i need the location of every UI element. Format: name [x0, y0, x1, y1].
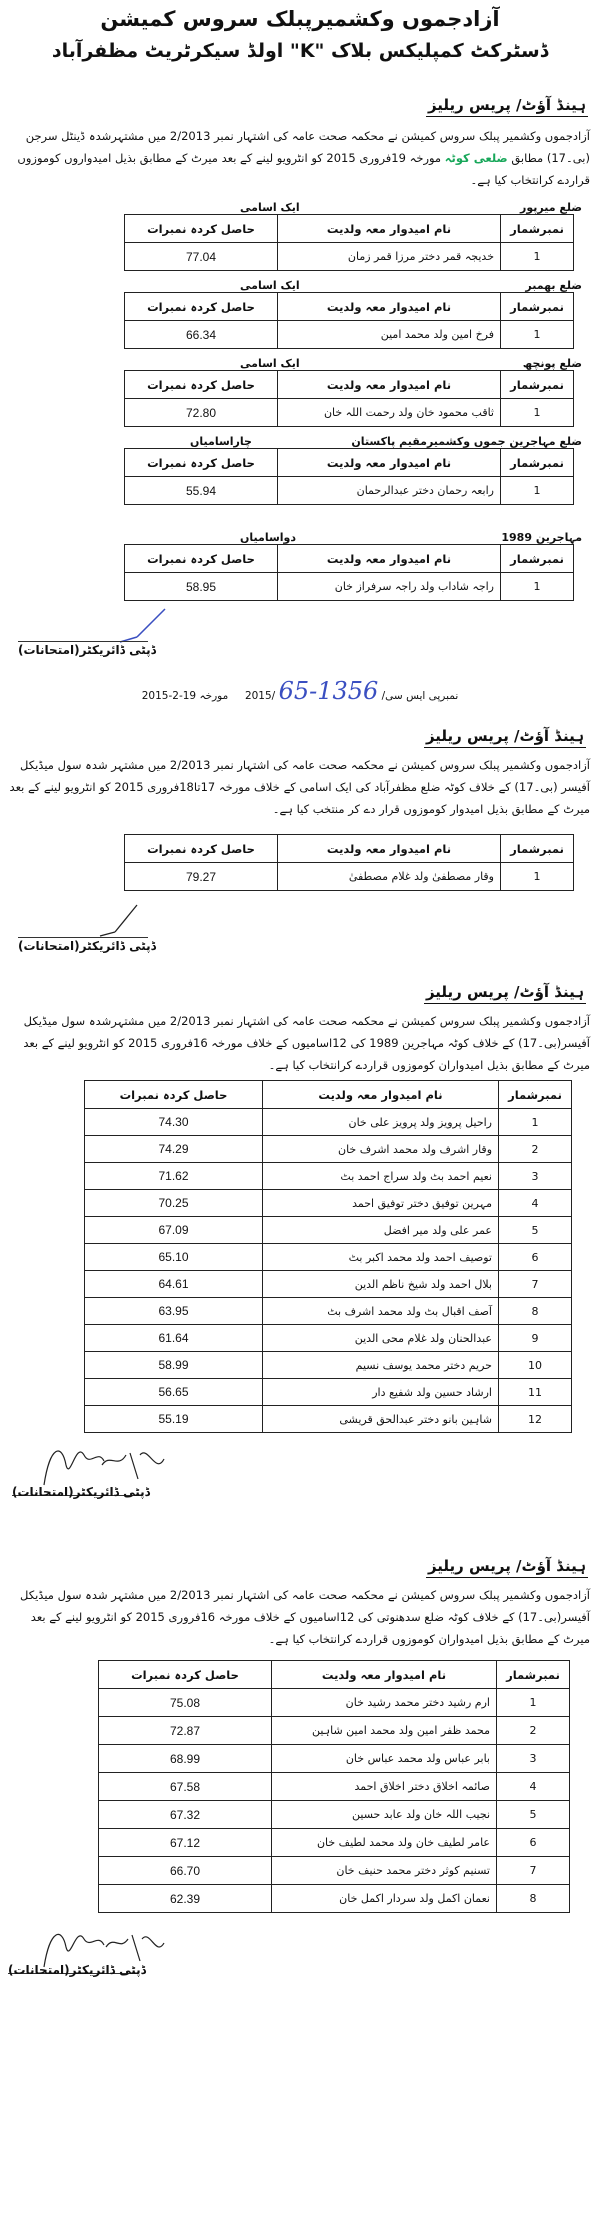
cell-marks: 58.99 — [85, 1352, 263, 1379]
table-header-row: نمبرشمار نام امیدوار معہ ولدیت حاصل کردہ نمبرات — [125, 835, 574, 863]
cell-marks: 67.32 — [99, 1801, 272, 1829]
district-heading: ضلع پونچھ ایک اسامی — [240, 357, 582, 370]
cell-name: نجیب اللہ خان ولد عابد حسین — [272, 1801, 497, 1829]
table-row: 1 فرخ امین ولد محمد امین 66.34 — [125, 321, 574, 349]
table-row — [85, 1190, 572, 1217]
cell-marks: 66.70 — [99, 1857, 272, 1885]
cell-marks: 65.10 — [85, 1244, 263, 1271]
cell-name: بابر عباس ولد محمد عباس خان — [272, 1745, 497, 1773]
cell-name: نعیم احمد بٹ ولد سراج احمد بٹ — [263, 1163, 499, 1190]
cell-sn: 3 — [497, 1745, 570, 1773]
table-row: 1 وقار مصطفیٰ ولد غلام مصطفیٰ 79.27 — [125, 863, 574, 891]
district-heading: مہاجرین 1989 دواسامیاں — [240, 531, 582, 544]
cell-marks: 74.29 — [85, 1136, 263, 1163]
district-heading: ضلع بھمبر ایک اسامی — [240, 279, 582, 292]
cell-name: عامر لطیف خان ولد محمد لطیف خان — [272, 1829, 497, 1857]
table-row — [85, 1379, 572, 1406]
cell-marks: 67.12 — [99, 1829, 272, 1857]
table-row — [85, 1109, 572, 1136]
section-title: ہینڈ آؤٹ/ پریس ریلیز — [424, 725, 586, 748]
press-release-3 — [0, 981, 600, 1513]
cell-marks: 67.58 — [99, 1773, 272, 1801]
cell-marks: 61.64 — [85, 1325, 263, 1352]
table-header-row: نمبرشمار نام امیدوار معہ ولدیت حاصل کردہ نمبرات — [125, 371, 574, 399]
cell-name: ارم رشید دختر محمد رشید خان — [272, 1689, 497, 1717]
results-table — [124, 834, 574, 891]
table-row — [99, 1857, 570, 1885]
table-row — [85, 1136, 572, 1163]
results-table — [124, 370, 574, 427]
section-title: ہینڈ آؤٹ/ پریس ریلیز — [424, 981, 586, 1004]
table-row — [99, 1829, 570, 1857]
table-row — [85, 1352, 572, 1379]
cell-marks: 75.08 — [99, 1689, 272, 1717]
cell-sn: 5 — [499, 1217, 572, 1244]
district-heading: ضلع میرپور ایک اسامی — [240, 201, 582, 214]
table-row — [99, 1801, 570, 1829]
cell-sn: 9 — [499, 1325, 572, 1352]
table-row — [99, 1885, 570, 1913]
cell-name: صائمہ اخلاق دختر اخلاق احمد — [272, 1773, 497, 1801]
table-header-row: نمبرشمار نام امیدوار معہ ولدیت حاصل کردہ نمبرات — [125, 215, 574, 243]
section-title: ہینڈ آؤٹ/ پریس ریلیز — [426, 94, 588, 117]
signatory-title: ڈپٹی ڈائریکٹر(امتحانات) — [18, 643, 156, 657]
cell-marks: 68.99 — [99, 1745, 272, 1773]
release-paragraph: آزادجموں وکشمیر پبلک سروس کمیشن نے محکمہ صحت عامہ کی اشتہار نمبر 2/2013 میں مشتہر شدہ سول میڈیکل آفیسر(بی۔17) کے خلاف کوٹہ ضلع سدھنوتی کی 12اسامیوں کے خلاف مورخہ 16فروری 2015 کو انٹرویو لینے کے بعد میرٹ کے مطابق بذیل امیدواران کوموزوں قراردے کرانتخاب کیا ہے۔ — [20, 1588, 590, 1646]
table-row: 1 راجہ شاداب ولد راجہ سرفراز خان 58.95 — [125, 573, 574, 601]
table-row — [85, 1271, 572, 1298]
table-header-row: نمبرشمار نام امیدوار معہ ولدیت حاصل کردہ نمبرات — [125, 545, 574, 573]
table-row — [85, 1406, 572, 1433]
cell-sn: 1 — [499, 1109, 572, 1136]
cell-sn: 2 — [497, 1717, 570, 1745]
cell-marks: 55.19 — [85, 1406, 263, 1433]
cell-marks: 72.87 — [99, 1717, 272, 1745]
signatory-title: ڈپٹی ڈائریکٹر(امتحانات) — [8, 1963, 146, 1977]
table-row: 1 خدیجہ قمر دختر مرزا قمر زمان 77.04 — [125, 243, 574, 271]
signature-block — [0, 1433, 600, 1513]
signature-scribble — [95, 901, 145, 941]
cell-marks: 70.25 — [85, 1190, 263, 1217]
cell-name: توصیف احمد ولد محمد اکبر بٹ — [263, 1244, 499, 1271]
cell-sn: 7 — [497, 1857, 570, 1885]
cell-name: عمر علی ولد میر افضل — [263, 1217, 499, 1244]
table-row — [99, 1689, 570, 1717]
release-paragraph: آزادجموں وکشمیر پبلک سروس کمیشن نے محکمہ صحت عامہ کی اشتہار نمبر 2/2013 میں مشتہرشدہ سول میڈیکل آفیسر(بی۔17) کے خلاف کوٹہ مہاجرین 1989 کی 12اسامیوں کے خلاف مورخہ 16فروری 2015 کو انٹرویو لینے کے بعد میرٹ کے مطابق بذیل امیدواران کوموزوں قراردے کرانتخاب کیا ہے۔ — [23, 1014, 590, 1072]
signature-line — [18, 641, 148, 642]
cell-name: بلال احمد ولد شیخ ناظم الدین — [263, 1271, 499, 1298]
table-row — [85, 1244, 572, 1271]
results-table — [98, 1660, 570, 1913]
press-release-2 — [0, 725, 600, 957]
table-header-row: نمبرشمار نام امیدوار معہ ولدیت حاصل کردہ نمبرات — [85, 1081, 572, 1109]
release-paragraph: آزادجموں وکشمیر پبلک سروس کمیشن نے محکمہ صحت عامہ کی اشتہار نمبر 2/2013 میں مشتہرشدہ ڈینٹل سرجن (بی۔17) مطابق ضلعی کوٹہ مورخہ 19فروری 2015 کو انٹرویو لینے کے بعد میرٹ کے مطابق بذیل امیدواروں کوموزوں قراردے کرانتخاب کیا ہے۔ — [17, 129, 590, 187]
cell-marks: 67.09 — [85, 1217, 263, 1244]
cell-name: عبدالحنان ولد غلام محی الدین — [263, 1325, 499, 1352]
cell-sn: 4 — [499, 1190, 572, 1217]
table-row: 1 رابعہ رحمان دختر عبدالرحمان 55.94 — [125, 477, 574, 505]
cell-sn: 11 — [499, 1379, 572, 1406]
cell-sn: 2 — [499, 1136, 572, 1163]
document-header — [0, 0, 600, 66]
signature-block — [0, 601, 600, 663]
table-row: 1 ثاقب محمود خان ولد رحمت اللہ خان 72.80 — [125, 399, 574, 427]
cell-marks: 64.61 — [85, 1271, 263, 1298]
cell-name: تسنیم کوثر دختر محمد حنیف خان — [272, 1857, 497, 1885]
cell-name: محمد ظفر امین ولد محمد امین شاہین — [272, 1717, 497, 1745]
cell-name: ارشاد حسین ولد شفیع دار — [263, 1379, 499, 1406]
results-table — [124, 544, 574, 601]
release-paragraph: آزادجموں وکشمیر پبلک سروس کمیشن نے محکمہ صحت عامہ کی اشتہار نمبر 2/2013 میں مشتہر شدہ سول میڈیکل آفیسر (بی۔17) کے خلاف کوٹہ ضلع مظفرآباد کی ایک اسامی کے خلاف مورخہ 17تا18فروری 2015 کو انٹرویو لینے کے بعد میرٹ کے مطابق بذیل امیدوار کوموزوں قرار دے کر منتخب کیا ہے۔ — [9, 758, 590, 816]
table-header-row: نمبرشمار نام امیدوار معہ ولدیت حاصل کردہ نمبرات — [99, 1661, 570, 1689]
section-title: ہینڈ آؤٹ/ پریس ریلیز — [426, 1555, 588, 1578]
table-header-row: نمبرشمار نام امیدوار معہ ولدیت حاصل کردہ نمبرات — [125, 293, 574, 321]
table-row — [85, 1325, 572, 1352]
table-row — [85, 1298, 572, 1325]
cell-sn: 4 — [497, 1773, 570, 1801]
commission-name: آزادجموں وکشمیرپبلک سروس کمیشن — [100, 7, 500, 31]
cell-sn: 3 — [499, 1163, 572, 1190]
signature-block — [0, 891, 600, 957]
signatory-title: ڈپٹی ڈائریکٹر(امتحانات) — [18, 939, 156, 953]
cell-marks: 62.39 — [99, 1885, 272, 1913]
table-row — [99, 1717, 570, 1745]
table-row — [85, 1163, 572, 1190]
cell-sn: 8 — [499, 1298, 572, 1325]
cell-sn: 10 — [499, 1352, 572, 1379]
press-release-1 — [0, 94, 600, 705]
cell-name: حریم دختر محمد یوسف نسیم — [263, 1352, 499, 1379]
cell-marks: 74.30 — [85, 1109, 263, 1136]
results-table — [124, 292, 574, 349]
results-table — [124, 448, 574, 505]
cell-sn: 7 — [499, 1271, 572, 1298]
cell-sn: 8 — [497, 1885, 570, 1913]
press-release-4 — [0, 1555, 600, 1991]
results-table — [124, 214, 574, 271]
signature-block — [0, 1913, 600, 1991]
cell-name: نعمان اکمل ولد سردار اکمل خان — [272, 1885, 497, 1913]
table-row — [99, 1773, 570, 1801]
commission-address: ڈسٹرکٹ کمپلیکس بلاک "K" اولڈ سیکرٹریٹ مظفرآباد — [51, 40, 549, 62]
cell-name: راحیل پرویز ولد پرویز علی خان — [263, 1109, 499, 1136]
table-header-row: نمبرشمار نام امیدوار معہ ولدیت حاصل کردہ نمبرات — [125, 449, 574, 477]
handwritten-reference: 1356-65 — [278, 677, 379, 705]
cell-name: شاہین بانو دختر عبدالحق قریشی — [263, 1406, 499, 1433]
results-table — [84, 1080, 572, 1433]
district-heading: ضلع مہاجرین جموں وکشمیرمقیم پاکستان چاراسامیاں — [190, 435, 582, 448]
reference-line: نمبرپی ایس سی/ 1356-65 /2015 مورخہ 19-2-2015 — [141, 677, 459, 705]
table-row — [99, 1745, 570, 1773]
signatory-title: ڈپٹی ڈائریکٹر(امتحانات) — [12, 1485, 150, 1499]
cell-sn: 6 — [497, 1829, 570, 1857]
cell-name: مہرین توفیق دختر توفیق احمد — [263, 1190, 499, 1217]
cell-sn: 12 — [499, 1406, 572, 1433]
cell-sn: 6 — [499, 1244, 572, 1271]
cell-marks: 71.62 — [85, 1163, 263, 1190]
cell-sn: 5 — [497, 1801, 570, 1829]
cell-name: وقار اشرف ولد محمد اشرف خان — [263, 1136, 499, 1163]
table-row — [85, 1217, 572, 1244]
cell-marks: 63.95 — [85, 1298, 263, 1325]
cell-name: آصف اقبال بٹ ولد محمد اشرف بٹ — [263, 1298, 499, 1325]
signature-line — [18, 937, 148, 938]
handwritten-annotation: ضلعی کوٹہ — [444, 151, 508, 165]
cell-marks: 56.65 — [85, 1379, 263, 1406]
cell-sn: 1 — [497, 1689, 570, 1717]
